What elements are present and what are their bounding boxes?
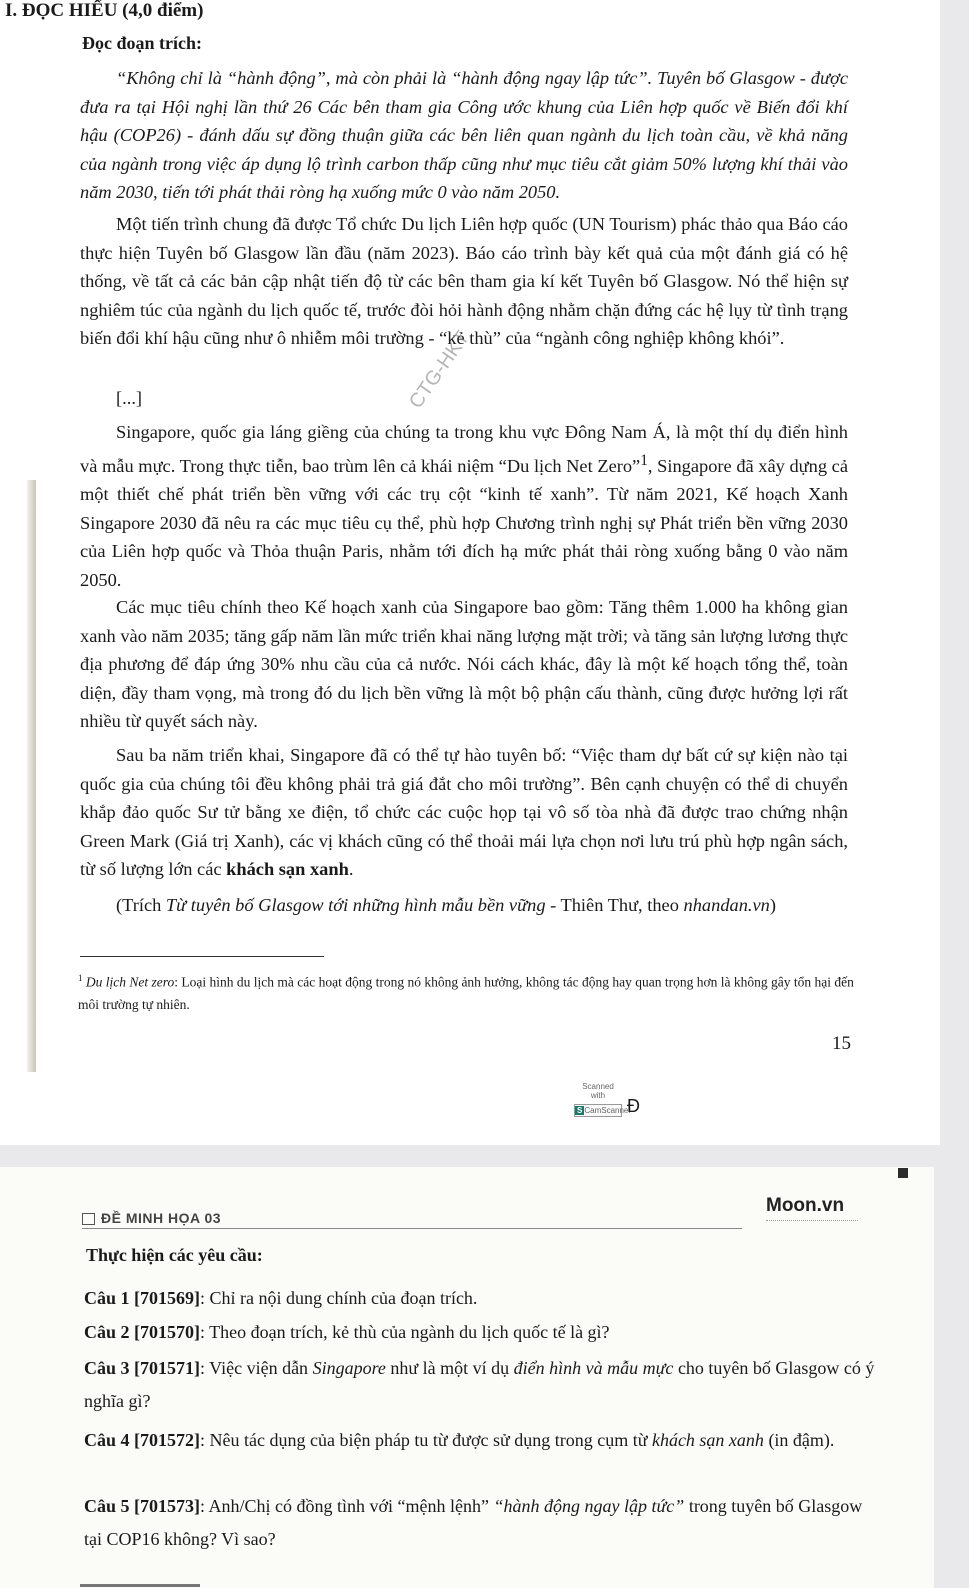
camscanner-icon: S bbox=[577, 1106, 583, 1115]
footnote bbox=[78, 967, 856, 1016]
page-corner bbox=[898, 1168, 908, 1178]
question-italic: điển hình và mẫu mực bbox=[513, 1358, 674, 1378]
exam-section-text: ĐỀ MINH HỌA 03 bbox=[101, 1210, 222, 1226]
paragraph-3 bbox=[80, 418, 848, 594]
paragraph-5-before: Sau ba năm triển khai, Singapore đã có thể tự hào tuyên bố: “Việc tham dự bất cứ sự kiện nào tại quốc gia của chúng tôi đều không phải trả giá đắt cho môi trường”. Bên cạnh chuyện có thể di chuyển khắp đảo quốc Sư tử bằng xe điện, tổ chức các cuộc họp tại vô số tòa nhà đã được trao chứng nhận Green Mark (Giá trị Xanh), các vị khách cũng có thể thoải mái lựa chọn nơi lưu trú phù hợp ngân sách, từ số lượng lớn các bbox=[80, 745, 848, 879]
question-text: : Việc viện dẫn bbox=[200, 1358, 313, 1378]
footnote-number: 1 bbox=[78, 973, 83, 983]
checkbox-icon bbox=[82, 1213, 95, 1225]
question-3 bbox=[84, 1352, 880, 1418]
question-text: : Chỉ ra nội dung chính của đoạn trích. bbox=[200, 1288, 478, 1308]
question-italic: Singapore bbox=[312, 1358, 386, 1378]
footnote-term: Du lịch Net zero bbox=[85, 974, 175, 990]
scan-artifact bbox=[80, 1584, 200, 1587]
citation-title: Từ tuyên bố Glasgow tới những hình mẫu bền vững bbox=[165, 895, 546, 915]
paragraph-5-after: . bbox=[348, 859, 354, 879]
task-title: Thực hiện các yêu cầu: bbox=[86, 1245, 263, 1265]
quote-paragraph bbox=[80, 64, 848, 207]
paragraph-3-after: , Singapore đã xây dựng cả một thiết chế phát triển bền vững với các trụ cột “kinh tế xanh”. Từ năm 2021, Kế hoạch Xanh Singapore 2030 đã nêu ra các mục tiêu cụ thể, phù hợp Chương trình nghị sự Phát triển bền vững 2030 của Liên hợp quốc và Thỏa thuận Paris, nhằm tới đích hạ mức phát thải ròng xuống bằng 0 vào năm 2050. bbox=[80, 455, 848, 590]
camscanner-logo bbox=[574, 1104, 632, 1117]
paragraph-2 bbox=[80, 210, 848, 353]
citation-open: (Trích bbox=[116, 895, 166, 915]
question-text: (in đậm). bbox=[763, 1430, 835, 1450]
citation-close: ) bbox=[769, 895, 776, 915]
question-label: Câu 2 [701570] bbox=[84, 1322, 200, 1342]
paragraph-3-before: Singapore, quốc gia láng giềng của chúng ta trong khu vực Đông Nam Á, là một thí dụ điển hình và mẫu mực. Trong thực tiễn, bao trùm lên cả khái niệm “Du lịch Net Zero” bbox=[80, 422, 848, 476]
paragraph-4-text: Các mục tiêu chính theo Kế hoạch xanh của Singapore bao gồm: Tăng thêm 1.000 ha không gian xanh vào năm 2035; tăng gấp năm lần mức triển khai năng lượng mặt trời; và tăng sản lượng lương thực địa phương để đáp ứng 30% nhu cầu của cả nước. Nói cách khác, đây là một kế hoạch tổng thể, toàn diện, đầy tham vọng, mà trong đó du lịch bền vững là một bộ phận cấu thành, cũng được hưởng lợi rất nhiều từ quyết sách này. bbox=[80, 597, 849, 731]
question-text: : Anh/Chị có đồng tình với “mệnh lệnh” bbox=[200, 1496, 494, 1516]
citation bbox=[116, 895, 776, 916]
trailing-mark: Đ bbox=[627, 1096, 640, 1116]
paragraph-2-text: Một tiến trình chung đã được Tổ chức Du lịch Liên hợp quốc (UN Tourism) phác thảo qua Báo cáo thực hiện Tuyên bố Glasgow lần đầu (năm 2023). Báo cáo trình bày kết quả của một đánh giá có hệ thống, về tất cả các bản cập nhật tiến độ từ các bên tham gia kí kết Tuyên bố Glasgow. Nó thể hiện sự nghiêm túc của ngành du lịch quốc tế, trước đòi hỏi hành động nhằm chặn đứng các hệ lụy từ tình trạng biến đổi khí hậu cũng như ô nhiễm môi trường - “kẻ thù” của “ngành công nghiệp không khói”. bbox=[80, 214, 848, 348]
question-text: : Nêu tác dụng của biện pháp tu từ được sử dụng trong cụm từ bbox=[200, 1430, 652, 1450]
footnote-ref: 1 bbox=[640, 451, 648, 469]
paragraph-3-text bbox=[80, 418, 848, 594]
page-gap bbox=[0, 1145, 969, 1167]
question-label: Câu 1 [701569] bbox=[84, 1288, 200, 1308]
question-text: cho tuyên bố Glasgow có ý nghĩa gì? bbox=[84, 1358, 875, 1411]
section-divider bbox=[82, 1228, 742, 1229]
paragraph-5-text bbox=[80, 741, 848, 884]
section-heading: I. ĐỌC HIỂU (4,0 điểm) bbox=[5, 0, 204, 21]
question-text: trong tuyên bố Glasgow tại COP16 không? Vì sao? bbox=[84, 1496, 863, 1549]
footnote-text: : Loại hình du lịch mà các hoạt động trong nó không ảnh hưởng, không tác động hay quan trọng hơn là không gây tổn hại đến môi trường tự nhiên. bbox=[78, 974, 854, 1012]
question-italic: “hành động ngay lập tức” bbox=[493, 1496, 685, 1516]
brand-tagline-line bbox=[766, 1220, 858, 1225]
paragraph-5 bbox=[80, 741, 848, 884]
paragraph-4 bbox=[80, 593, 848, 736]
question-4 bbox=[84, 1424, 880, 1457]
camscanner-text: CamScanner bbox=[584, 1106, 632, 1115]
question-5 bbox=[84, 1490, 880, 1556]
scan-edge-shadow bbox=[27, 480, 36, 1072]
question-text: như là một ví dụ bbox=[385, 1358, 514, 1378]
exam-section-label bbox=[82, 1210, 221, 1226]
scanner-caption: Scanned with bbox=[582, 1082, 614, 1100]
question-label: Câu 4 [701572] bbox=[84, 1430, 200, 1450]
question-label: Câu 3 [701571] bbox=[84, 1358, 200, 1378]
footnote-divider bbox=[80, 956, 324, 957]
question-label: Câu 5 [701573] bbox=[84, 1496, 200, 1516]
read-passage-label: Đọc đoạn trích: bbox=[82, 33, 202, 53]
question-2 bbox=[84, 1316, 880, 1349]
question-1 bbox=[84, 1282, 880, 1315]
camscanner-badge bbox=[574, 1082, 632, 1128]
ellipsis-marker: [...] bbox=[116, 388, 143, 408]
page-number: 15 bbox=[832, 1033, 851, 1054]
question-italic: khách sạn xanh bbox=[651, 1430, 764, 1450]
watermark: CTG-HKT bbox=[405, 327, 475, 413]
question-text: : Theo đoạn trích, kẻ thù của ngành du lịch quốc tế là gì? bbox=[200, 1322, 610, 1342]
quote-paragraph-text: “Không chỉ là “hành động”, mà còn phải là “hành động ngay lập tức”. Tuyên bố Glasgow - được đưa ra tại Hội nghị lần thứ 26 Các bên tham gia Công ước khung của Liên hợp quốc về Biến đổi khí hậu (COP26) - đánh dấu sự đồng thuận giữa các bên liên quan ngành du lịch toàn cầu, về khả năng của ngành trong việc áp dụng lộ trình carbon thấp cũng như mục tiêu cắt giảm 50% lượng khí thải vào năm 2030, tiến tới phát thải ròng hạ xuống mức 0 vào năm 2050. bbox=[80, 68, 848, 202]
paragraph-5-bold: khách sạn xanh bbox=[226, 859, 349, 879]
citation-mid: - Thiên Thư, theo bbox=[545, 895, 684, 915]
citation-source: nhandan.vn bbox=[683, 895, 770, 915]
brand-logo: Moon.vn bbox=[766, 1195, 845, 1216]
